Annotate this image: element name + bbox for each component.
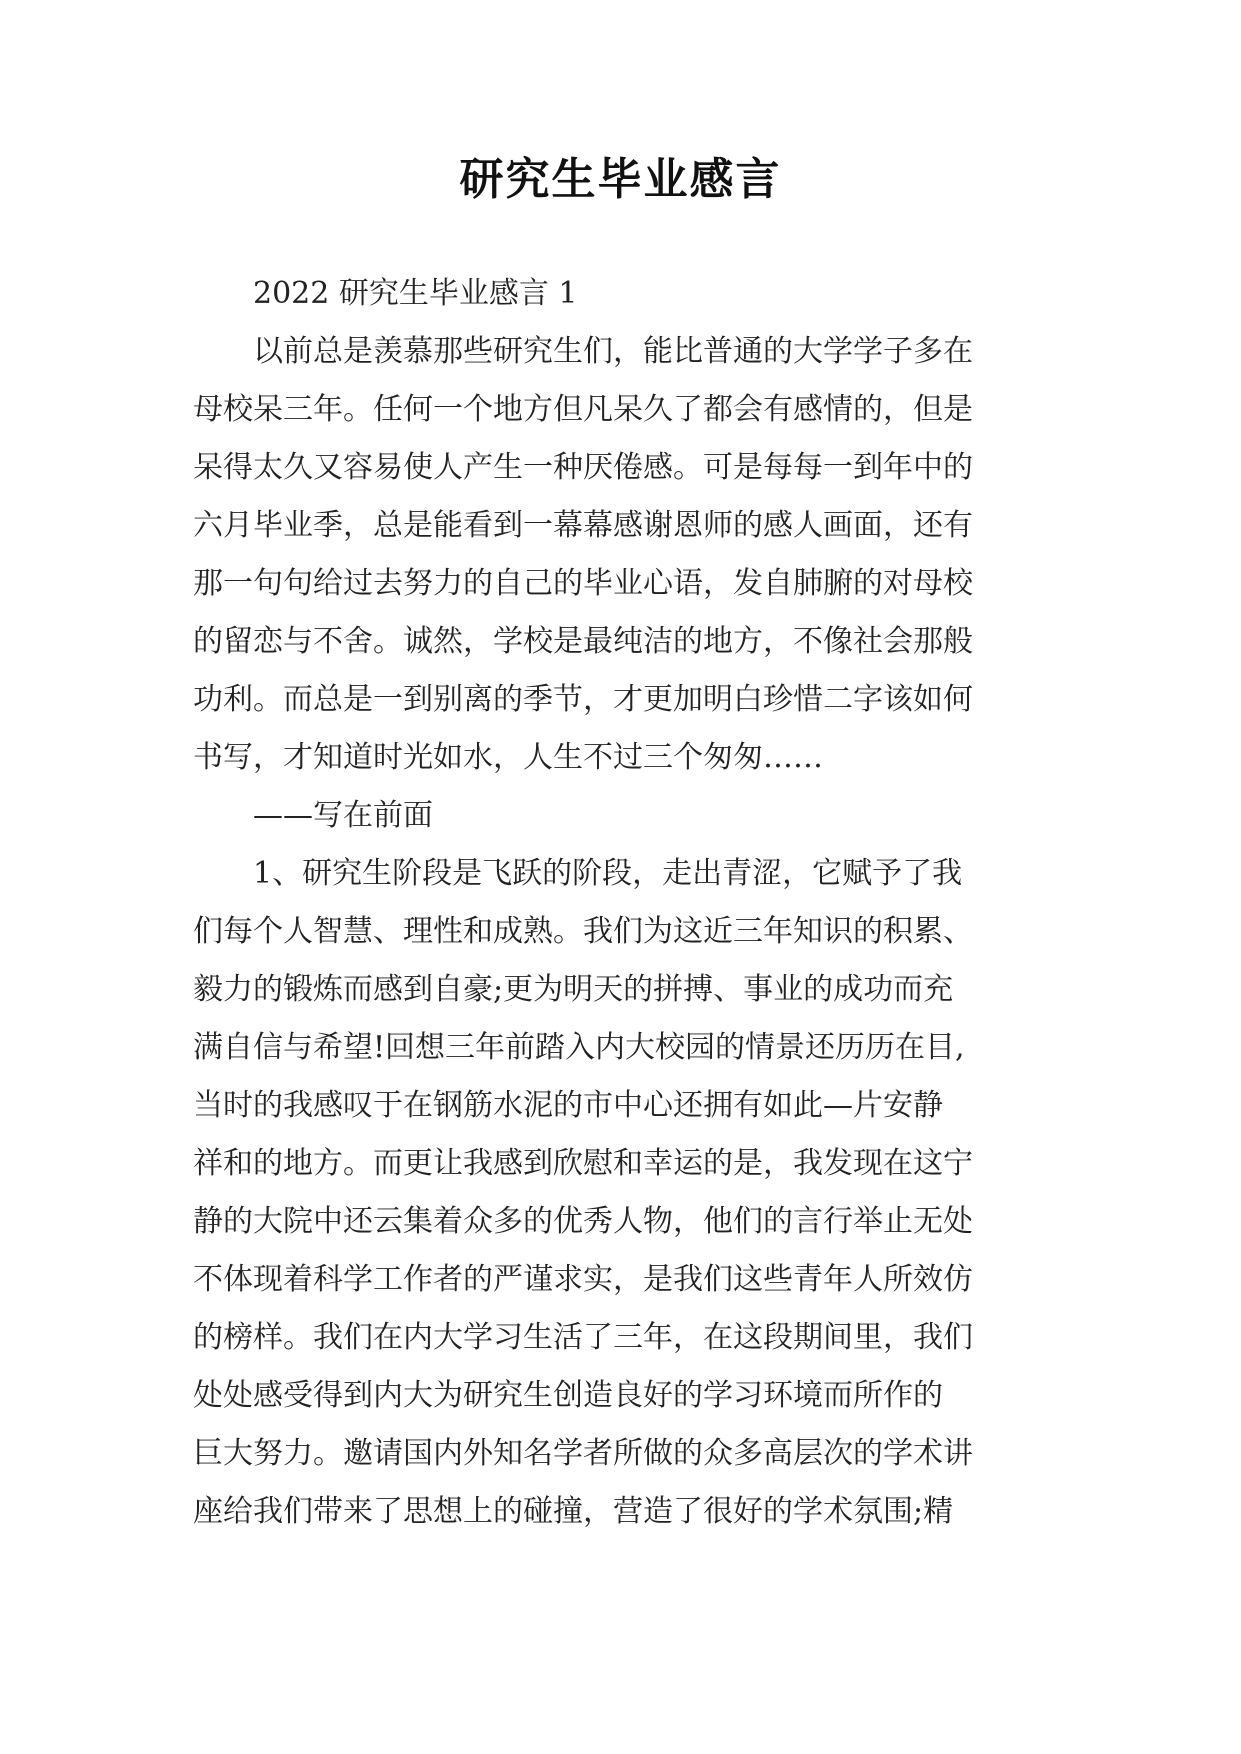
- document-body: [193, 265, 1053, 1541]
- paragraph-line: 呆得太久又容易使人产生一种厌倦感。可是每每一到年中的: [193, 450, 973, 485]
- paragraph-line: 座给我们带来了思想上的碰撞，营造了很好的学术氛围;精: [193, 1494, 954, 1529]
- paragraph-line: 静的大院中还云集着众多的优秀人物，他们的言行举止无处: [193, 1204, 973, 1239]
- paragraph-line: 六月毕业季，总是能看到一幕幕感谢恩师的感人画面，还有: [193, 508, 973, 543]
- paragraph-line: 当时的我感叹于在钢筋水泥的市中心还拥有如此—片安静: [193, 1088, 943, 1123]
- paragraph-line: 祥和的地方。而更让我感到欣慰和幸运的是，我发现在这宁: [193, 1146, 973, 1181]
- paragraph-line: 的榜样。我们在内大学习生活了三年，在这段期间里，我们: [193, 1320, 973, 1355]
- paragraph-line: 那一句句给过去努力的自己的毕业心语，发自肺腑的对母校: [193, 566, 973, 601]
- section-heading: 2022 研究生毕业感言 1: [253, 276, 578, 311]
- paragraph-line: 以前总是羡慕那些研究生们，能比普通的大学学子多在: [253, 334, 973, 369]
- paragraph-line: 书写，才知道时光如水，人生不过三个匆匆……: [193, 740, 823, 775]
- paragraph-line: 巨大努力。邀请国内外知名学者所做的众多高层次的学术讲: [193, 1436, 973, 1471]
- paragraph-line: 毅力的锻炼而感到自豪;更为明天的拼搏、事业的成功而充: [193, 972, 954, 1007]
- paragraph-line: 满自信与希望!回想三年前踏入内大校园的情景还历历在目,: [193, 1030, 965, 1065]
- document-title: 研究生毕业感言: [459, 154, 782, 205]
- paragraph-line: 1、研究生阶段是飞跃的阶段，走出青涩，它赋予了我: [253, 856, 963, 891]
- paragraph-line: 功利。而总是一到别离的季节，才更加明白珍惜二字该如何: [193, 682, 973, 717]
- paragraph-line: 不体现着科学工作者的严谨求实，是我们这些青年人所效仿: [193, 1262, 973, 1297]
- paragraph-line: 的留恋与不舍。诚然，学校是最纯洁的地方，不像社会那般: [193, 624, 973, 659]
- paragraph-line: 母校呆三年。任何一个地方但凡呆久了都会有感情的，但是: [193, 392, 973, 427]
- epigraph-line: ——写在前面: [253, 798, 433, 833]
- paragraph-line: 们每个人智慧、理性和成熟。我们为这近三年知识的积累、: [193, 914, 973, 949]
- paragraph-line: 处处感受得到内大为研究生创造良好的学习环境而所作的: [193, 1378, 943, 1413]
